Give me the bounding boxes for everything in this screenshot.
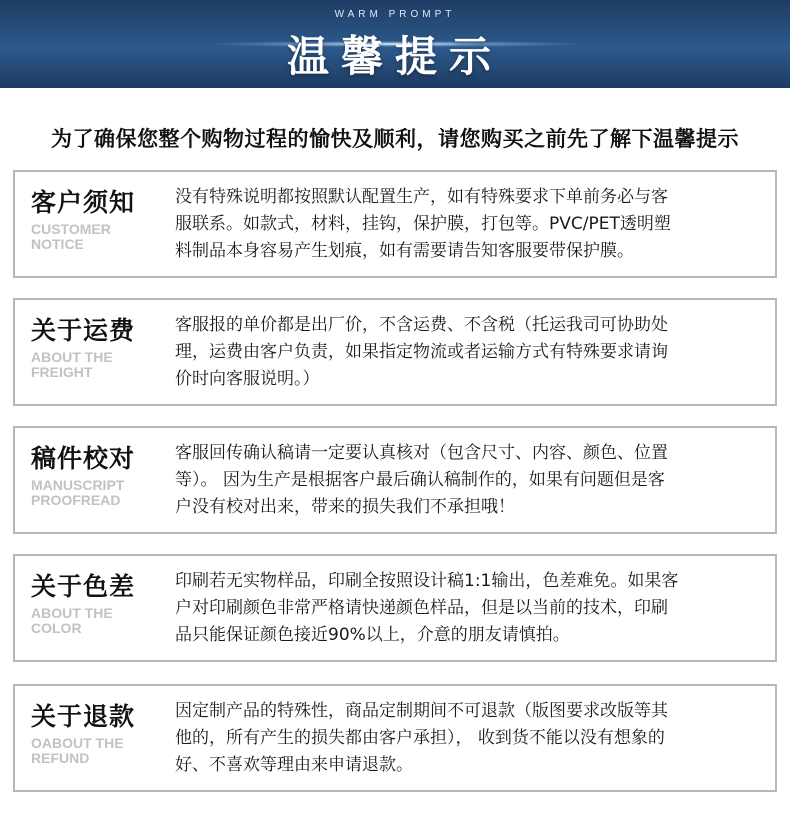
card-text: 没有特殊说明都按照默认配置生产，如有特殊要求下单前务必与客 服联系。如款式，材料，挂钩，保护膜，打包等。PVC/PET透明塑 料制品本身容易产生划痕，如有需要请告知客服要带保护膜。: [175, 187, 671, 261]
notice-card-refund: [13, 684, 777, 792]
notice-card-proofread: [13, 426, 777, 534]
banner-title: 温馨提示: [286, 32, 503, 81]
card-title-en: OABOUT THE REFUND: [31, 735, 124, 766]
card-heading: [31, 314, 171, 380]
intro-heading: 为了确保您整个购物过程的愉快及顺利，请您购买之前先了解下温馨提示: [51, 127, 739, 151]
card-title-en: MANUSCRIPT PROOFREAD: [31, 477, 125, 508]
card-heading: [31, 700, 171, 766]
notice-card-color: [13, 554, 777, 662]
card-title-en: ABOUT THE COLOR: [31, 605, 113, 636]
card-title-zh: 关于色差: [31, 572, 136, 601]
card-text: 客服报的单价都是出厂价，不含运费、不含税（托运我司可协助处 理，运费由客户负责，如果指定物流或者运输方式有特殊要求请询 价时向客服说明。）: [175, 315, 668, 389]
notice-card-customer: [13, 170, 777, 278]
card-text: 因定制产品的特殊性，商品定制期间不可退款（版图要求改版等其 他的，所有产生的损失都由客户承担）， 收到货不能以没有想象的 好、不喜欢等理由来申请退款。: [175, 701, 668, 775]
card-heading: [31, 186, 171, 252]
card-title-en: CUSTOMER NOTICE: [31, 221, 111, 252]
card-title-zh: 关于退款: [31, 702, 136, 731]
card-heading: [31, 570, 171, 636]
banner-subtitle: WARM PROMPT: [334, 9, 456, 20]
card-title-zh: 稿件校对: [31, 444, 136, 473]
card-title-zh: 客户须知: [31, 188, 136, 217]
card-heading: [31, 442, 171, 508]
card-title-en: ABOUT THE FREIGHT: [31, 349, 113, 380]
notice-card-freight: [13, 298, 777, 406]
card-text: 客服回传确认稿请一定要认真核对（包含尺寸、内容、颜色、位置 等）。 因为生产是根据客户最后确认稿制作的，如果有问题但是客 户没有校对出来，带来的损失我们不承担哦！: [175, 443, 668, 517]
card-text: 印刷若无实物样品，印刷全按照设计稿1:1输出，色差难免。如果客 户对印刷颜色非常严格请快递颜色样品，但是以当前的技术，印刷 品只能保证颜色接近90%以上，介意的朋友请慎拍。: [175, 571, 679, 645]
card-title-zh: 关于运费: [31, 316, 136, 345]
header-banner: [0, 0, 790, 88]
